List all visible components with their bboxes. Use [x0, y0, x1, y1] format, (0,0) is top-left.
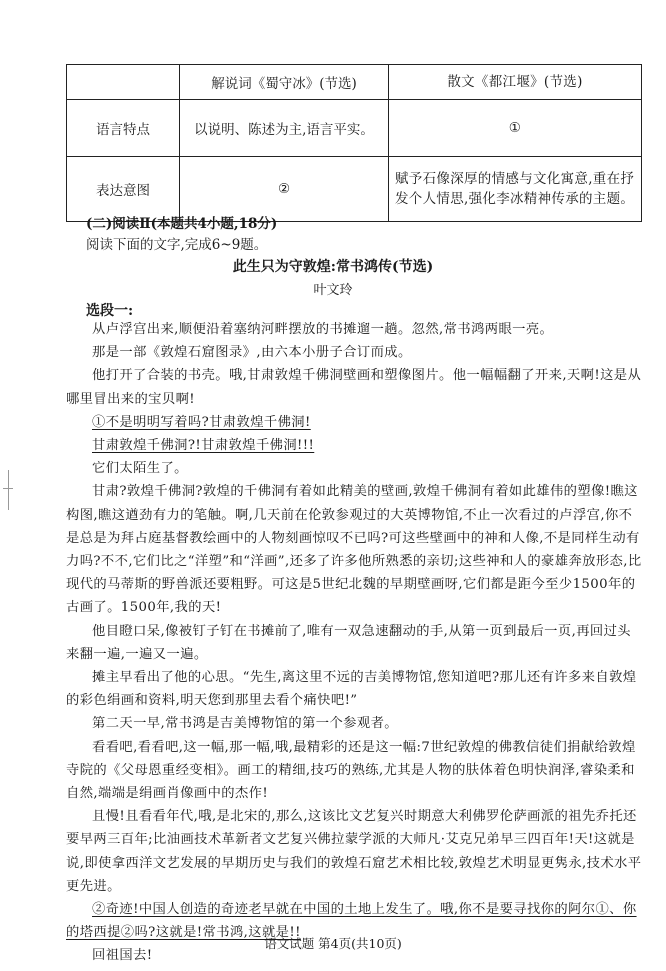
comparison-table	[66, 64, 642, 222]
paragraph: 从卢浮宫出来,顺便沿着塞纳河畔摆放的书摊遛一趟。忽然,常书鸿两眼一亮。	[92, 322, 554, 337]
page-footer: 语文试题 第4页(共10页)	[264, 936, 402, 951]
table-header-cell: 解说词《蜀守冰》(节选)	[180, 65, 389, 100]
paragraph: 摊主早看出了他的心思。“先生,离这里不远的吉美博物馆,您知道吧?那儿还有许多来自敦煌的彩色绢画和资料,明天您到那里去看个痛快吧!”	[66, 670, 637, 709]
binding-margin-line	[8, 470, 9, 510]
underlined-sentence-2: ②奇迹!中国人创造的奇迹老早就在中国的土地上发生了。哦,你不是要寻找你的阿尔①、你的塔西提②吗?这就是!常书鸿,这就是!!	[66, 902, 637, 941]
table-row	[67, 100, 642, 157]
article-body	[66, 318, 642, 968]
table-cell-blank-1: ①	[389, 100, 642, 157]
paragraph: 且慢!且看看年代,哦,是北宋的,那么,这该比文艺复兴时期意大利佛罗伦萨画派的祖先乔托还要早两三百年;比油画技术革新者文艺复兴佛拉蒙学派的大师凡·艾克兄弟早三四百年!天!这就是说,即使拿西洋文艺发展的早期历史与我们的敦煌石窟艺术相比较,敦煌艺术明显更隽永,技术水平更先进。	[66, 809, 642, 894]
paragraph: 看看吧,看看吧,这一幅,那一幅,哦,最精彩的还是这一幅:7世纪敦煌的佛教信徒们捐献给敦煌寺院的《父母恩重经变相》。画工的精细,技巧的熟练,尤其是人物的肤体着色明快润泽,睿染柔和自然,端端是绢画肖像画中的杰作!	[66, 739, 636, 802]
paragraph: 第二天一早,常书鸿是吉美博物馆的第一个参观者。	[92, 716, 398, 732]
table-header-cell: 散文《都江堰》(节选)	[389, 65, 642, 100]
instruction: 阅读下面的文字,完成6~9题。	[86, 237, 268, 253]
paragraph: 它们太陌生了。	[92, 461, 188, 477]
author: 叶文玲	[313, 283, 353, 298]
section-title: (二)阅读Ⅱ(本题共4小题,18分)	[86, 216, 278, 232]
paragraph: 那是一部《敦煌石窟图录》,由六本小册子合订而成。	[92, 345, 412, 361]
table-header-cell	[67, 65, 180, 100]
paragraph: 回祖国去!	[92, 948, 153, 964]
paragraph: 他打开了合装的书壳。哦,甘肃敦煌千佛洞壁画和塑像图片。他一幅幅翻了开来,天啊!这是从哪里冒出来的宝贝啊!	[66, 368, 642, 407]
row-label: 表达意图	[67, 157, 180, 222]
selection-label: 选段一:	[86, 303, 134, 319]
underlined-sentence-1b: 甘肃敦煌千佛洞?!甘肃敦煌千佛洞!!!	[92, 438, 315, 454]
row-label: 语言特点	[67, 100, 180, 157]
article-title: 此生只为守敦煌:常书鸿传(节选)	[232, 259, 434, 275]
table-header-row	[67, 65, 642, 100]
paragraph: 甘肃?敦煌千佛洞?敦煌的千佛洞有着如此精美的壁画,敦煌千佛洞有着如此雄伟的塑像!瞧这构图,瞧这遒劲有力的笔触。啊,几天前在伦敦参观过的大英博物馆,不止一次看过的卢浮宫,你不是总是为拜占庭基督教绘画中的人物刻画惊叹不已吗?可这些壁画中的神和人像,不是同样生动有力吗?不不,它们比之“洋塑”和“洋画”,还多了许多他所熟悉的亲切;这些神和人的豪雄奔放形态,比现代的马蒂斯的野兽派还要粗野。可这是5世纪北魏的早期壁画呀,它们都是距今至少1500年的古画了。1500年,我的天!	[66, 484, 642, 616]
table-cell: 以说明、陈述为主,语言平实。	[180, 100, 389, 157]
table-cell: 赋予石像深厚的情感与文化寓意,重在抒发个人情思,强化李冰精神传承的主题。	[389, 157, 642, 222]
binding-margin-tick	[3, 488, 13, 489]
paragraph: 他目瞪口呆,像被钉子钉在书摊前了,唯有一双急速翻动的手,从第一页到最后一页,再回过头来翻一遍,一遍又一遍。	[66, 623, 631, 662]
table-cell-blank-2: ②	[180, 157, 389, 222]
underlined-sentence-1: ①不是明明写着吗?甘肃敦煌千佛洞!	[92, 414, 311, 430]
